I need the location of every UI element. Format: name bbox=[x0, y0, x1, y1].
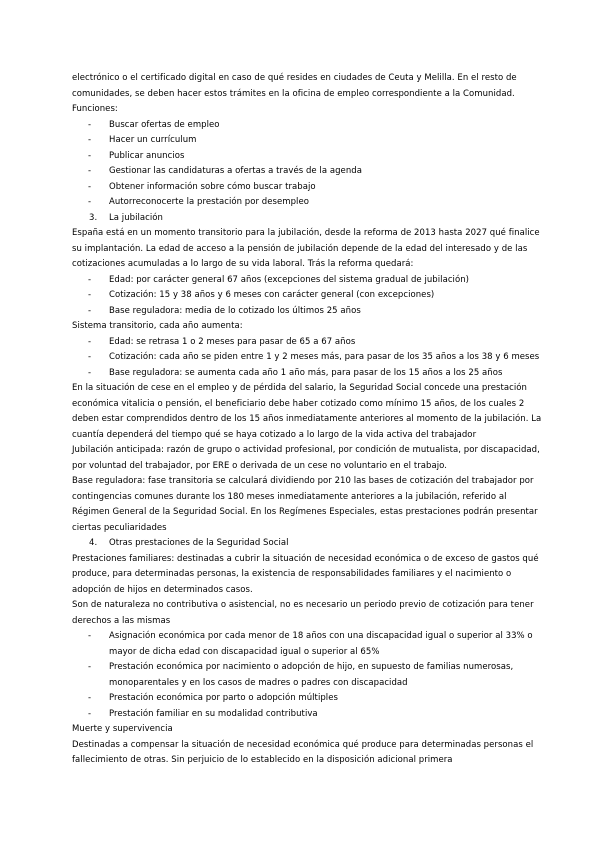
list-item-text: Prestación económica por nacimiento o adopción de hijo, en supuesto de familias numerosas, monoparentales y en los casos de madres o padres con discapacidad bbox=[109, 662, 514, 688]
list-item-text: Hacer un currículum bbox=[109, 135, 197, 145]
bullet-item bbox=[72, 180, 542, 196]
bullet-dash: - bbox=[88, 352, 92, 362]
list-item-text: Autorreconocerte la prestación por desempleo bbox=[109, 197, 309, 207]
bullet-item bbox=[72, 118, 542, 134]
list-item-text: Base reguladora: se aumenta cada año 1 año más, para pasar de los 15 años a los 25 años bbox=[109, 367, 503, 378]
list-item-text: Asignación económica por cada menor de 18 años con una discapacidad igual o superior al 33% o mayor de dicha edad con discapacidad igual o superior al 65% bbox=[109, 631, 533, 657]
bullet-item bbox=[72, 304, 542, 320]
paragraph: Base reguladora: fase transitoria se calculará dividiendo por 210 las bases de cotización del trabajador por contingencias comunes durante los 180 meses inmediatamente anteriores a la jubilación, referido al Régimen General de la Seguridad Social. En los Regímenes Especiales, estas prestaciones podrán presentar ciertas peculiaridades bbox=[72, 476, 538, 533]
bullet-item bbox=[72, 164, 542, 180]
bullet-item bbox=[72, 366, 542, 382]
bullet-dash: - bbox=[88, 274, 92, 285]
bullet-dash: - bbox=[88, 181, 92, 192]
list-number: 3. bbox=[89, 212, 98, 223]
bullet-item bbox=[72, 629, 542, 660]
bullet-item bbox=[72, 350, 542, 366]
numbered-heading bbox=[72, 211, 542, 227]
list-item-text: Base reguladora: media de lo cotizado los últimos 25 años bbox=[109, 305, 361, 316]
bullet-dash: - bbox=[88, 708, 92, 719]
list-item-text: Otras prestaciones de la Seguridad Social bbox=[109, 538, 289, 548]
paragraph: electrónico o el certificado digital en caso de qué resides en ciudades de Ceuta y Melilla. En el resto de comunidades, se deben hacer estos trámites en la oficina de empleo correspondiente a la Comunidad. Funciones: bbox=[72, 73, 517, 114]
bullet-item bbox=[72, 133, 542, 149]
list-item-text: Prestación familiar en su modalidad contributiva bbox=[109, 708, 318, 719]
list-item-text: Buscar ofertas de empleo bbox=[109, 119, 220, 130]
paragraph: España está en un momento transitorio para la jubilación, desde la reforma de 2013 hasta 2027 qué finalice su implantación. La edad de acceso a la pensión de jubilación depende de la edad del interesado y de las cotizaciones acumuladas a lo largo de su vida laboral. Trás la reforma quedará: bbox=[72, 228, 540, 269]
paragraph: Prestaciones familiares: destinadas a cubrir la situación de necesidad económica o de exceso de gastos qué produce, para determinadas personas, la existencia de responsabilidades familiares y el nacimiento o adopción de hijos en determinados casos. bbox=[72, 553, 539, 595]
list-item-text: La jubilación bbox=[109, 212, 163, 223]
list-item-text: Gestionar las candidaturas a ofertas a través de la agenda bbox=[109, 166, 362, 176]
bullet-dash: - bbox=[88, 119, 92, 130]
paragraph: Muerte y supervivencia bbox=[72, 724, 173, 734]
bullet-dash: - bbox=[88, 290, 92, 300]
bullet-item bbox=[72, 149, 542, 165]
bullet-item bbox=[72, 335, 542, 351]
bullet-dash: - bbox=[88, 336, 92, 347]
bullet-dash: - bbox=[88, 166, 92, 176]
bullet-item bbox=[72, 707, 542, 723]
bullet-dash: - bbox=[88, 662, 92, 672]
paragraph: Sistema transitorio, cada año aumenta: bbox=[72, 321, 243, 331]
bullet-dash: - bbox=[88, 367, 92, 378]
list-item-text: Obtener información sobre cómo buscar trabajo bbox=[109, 181, 316, 192]
bullet-dash: - bbox=[88, 135, 92, 145]
bullet-item bbox=[72, 660, 542, 691]
list-item-text: Prestación económica por parto o adopción múltiples bbox=[109, 693, 338, 703]
bullet-dash: - bbox=[88, 631, 92, 641]
list-item-text: Cotización: 15 y 38 años y 6 meses con carácter general (con excepciones) bbox=[109, 290, 435, 300]
bullet-dash: - bbox=[88, 197, 92, 207]
bullet-item bbox=[72, 273, 542, 289]
paragraph: Son de naturaleza no contributiva o asistencial, no es necesario un periodo previo de cotización para tener derechos a las mismas bbox=[72, 600, 534, 626]
document-page bbox=[72, 71, 542, 769]
list-item-text: Edad: se retrasa 1 o 2 meses para pasar de 65 a 67 años bbox=[109, 336, 356, 347]
bullet-dash: - bbox=[88, 150, 92, 161]
list-number: 4. bbox=[89, 538, 98, 548]
bullet-item bbox=[72, 195, 542, 211]
bullet-item bbox=[72, 691, 542, 707]
bullet-dash: - bbox=[88, 305, 92, 316]
numbered-heading bbox=[72, 536, 542, 552]
list-item-text: Edad: por carácter general 67 años (excepciones del sistema gradual de jubilación) bbox=[109, 274, 470, 285]
list-item-text: Cotización: cada año se piden entre 1 y 2 meses más, para pasar de los 35 años a los 38 y 6 meses bbox=[109, 352, 540, 362]
bullet-dash: - bbox=[88, 693, 92, 703]
bullet-item bbox=[72, 288, 542, 304]
list-item-text: Publicar anuncios bbox=[109, 150, 185, 161]
paragraph: Destinadas a compensar la situación de necesidad económica qué produce para determinadas personas el fallecimiento de otras. Sin perjuicio de lo establecido en la disposición adicional primera bbox=[72, 739, 534, 765]
paragraph: En la situación de cese en el empleo y de pérdida del salario, la Seguridad Social concede una prestación económica vitalicia o pensión, el beneficiario debe haber cotizado como mínimo 15 años, de los cuales 2 deben estar comprendidos dentro de los 15 años inmediatamente anteriores al momento de la jubilación. La cuantía dependerá del tiempo qué se haya cotizado a lo largo de la vida activa del trabajador bbox=[72, 383, 542, 440]
paragraph: Jubilación anticipada: razón de grupo o actividad profesional, por condición de mutualista, por discapacidad, por voluntad del trabajador, por ERE o derivada de un cese no voluntario en el trabajo. bbox=[72, 445, 540, 471]
